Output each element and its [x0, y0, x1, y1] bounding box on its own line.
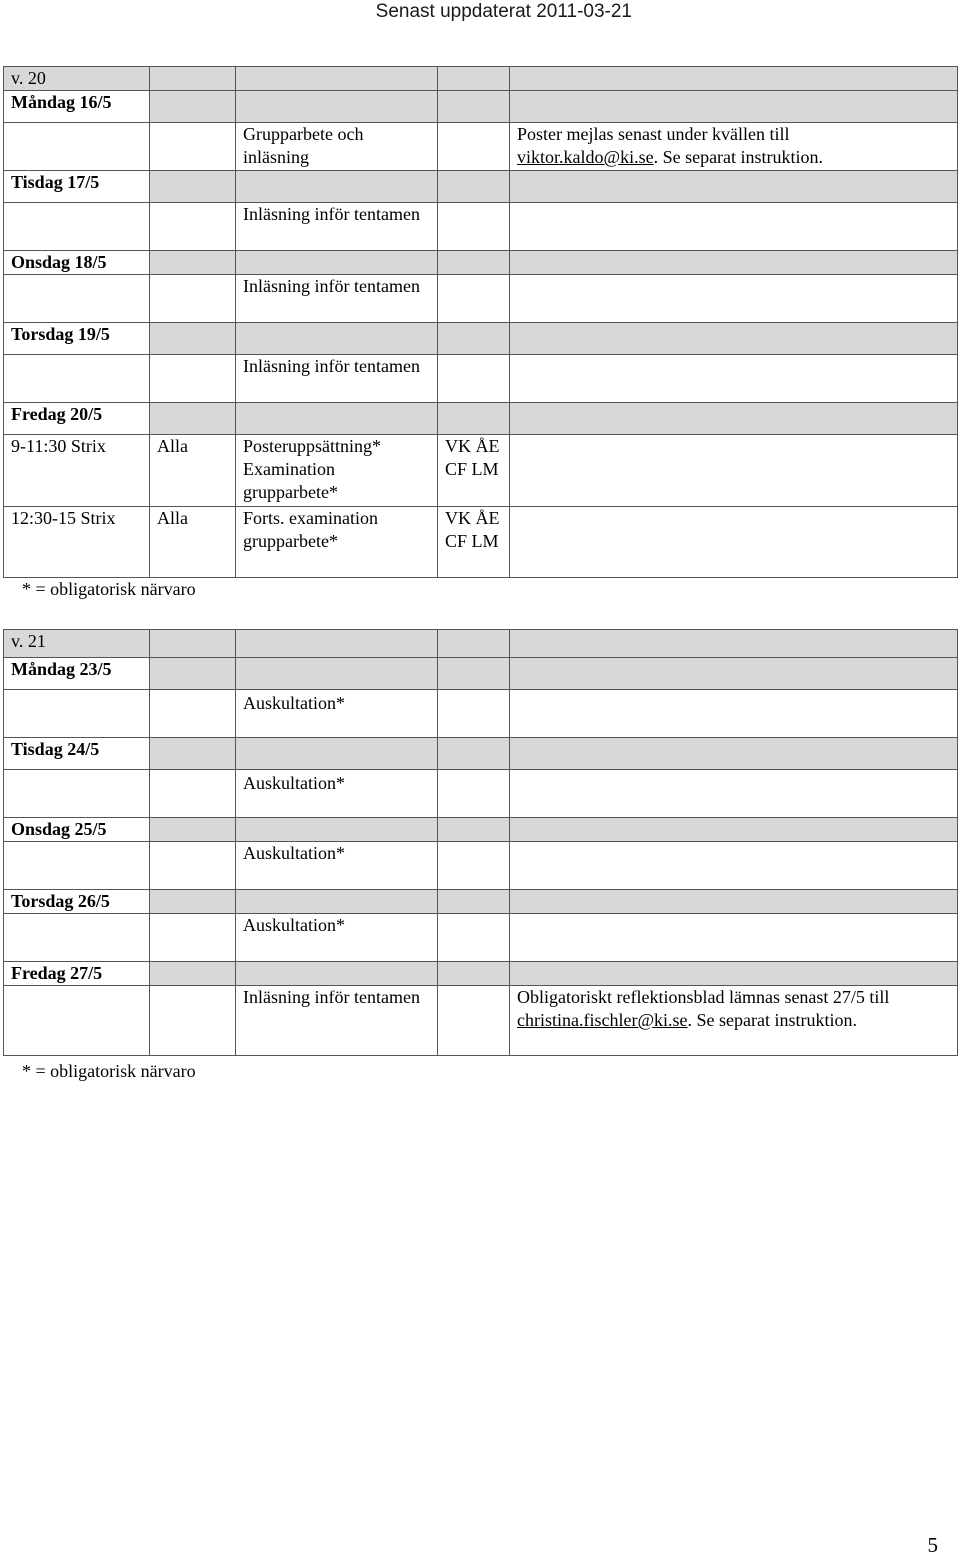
day-label: Fredag 20/5: [4, 403, 150, 435]
last-updated-header: Senast uppdaterat 2011-03-21: [375, 1, 632, 22]
session-time: 12:30-15 Strix: [4, 507, 150, 578]
day-detail-row: [4, 123, 958, 171]
activity-cell: Inläsning inför tentamen: [236, 986, 438, 1056]
day-label: Tisdag 24/5: [4, 738, 150, 770]
day-detail-row: [4, 275, 958, 323]
day-header-row: [4, 171, 958, 203]
notes-cell: [510, 986, 958, 1056]
notes-cell: [510, 123, 958, 171]
day-label: Fredag 27/5: [4, 962, 150, 986]
activity-cell: Inläsning inför tentamen: [236, 275, 438, 323]
day-detail-row: [4, 355, 958, 403]
week-header-row: [4, 67, 958, 91]
day-label: Torsdag 19/5: [4, 323, 150, 355]
day-label: Onsdag 25/5: [4, 818, 150, 842]
activity-cell: Auskultation*: [236, 690, 438, 738]
page-number: 5: [927, 1533, 938, 1557]
day-detail-row: [4, 770, 958, 818]
day-header-row: [4, 962, 958, 986]
day-label: Måndag 16/5: [4, 91, 150, 123]
day-label: Tisdag 17/5: [4, 171, 150, 203]
session-activity: Forts. examination grupparbete*: [236, 507, 438, 578]
session-row: [4, 435, 958, 507]
session-time: 9-11:30 Strix: [4, 435, 150, 507]
day-header-row: [4, 323, 958, 355]
week-label: v. 20: [4, 67, 150, 91]
day-header-row: [4, 738, 958, 770]
day-label: Måndag 23/5: [4, 658, 150, 690]
activity-cell: Grupparbete och inläsning: [236, 123, 438, 171]
week-20-footnote: * = obligatorisk närvaro: [22, 579, 196, 599]
day-detail-row: [4, 914, 958, 962]
session-teachers: VK ÅE CF LM: [438, 507, 510, 578]
session-activity: Posteruppsättning* Examination grupparbete*: [236, 435, 438, 507]
day-label: Onsdag 18/5: [4, 251, 150, 275]
day-header-row: [4, 818, 958, 842]
activity-cell: Inläsning inför tentamen: [236, 355, 438, 403]
activity-cell: Auskultation*: [236, 914, 438, 962]
activity-cell: Auskultation*: [236, 770, 438, 818]
day-header-row: [4, 251, 958, 275]
day-header-row: [4, 890, 958, 914]
day-header-row: [4, 403, 958, 435]
day-detail-row: [4, 203, 958, 251]
session-row: [4, 507, 958, 578]
week-21-footnote: * = obligatorisk närvaro: [22, 1061, 196, 1081]
week-label: v. 21: [4, 630, 150, 658]
notes-tail: . Se separat instruktion.: [653, 147, 824, 167]
day-detail-row: [4, 690, 958, 738]
day-detail-row: [4, 986, 958, 1056]
activity-cell: Auskultation*: [236, 842, 438, 890]
email-link[interactable]: viktor.kaldo@ki.se: [517, 147, 654, 167]
week-20-schedule-table: [3, 66, 958, 578]
activity-cell: Inläsning inför tentamen: [236, 203, 438, 251]
day-detail-row: [4, 842, 958, 890]
email-link[interactable]: christina.fischler@ki.se: [517, 1010, 688, 1030]
session-group: Alla: [150, 435, 236, 507]
session-group: Alla: [150, 507, 236, 578]
week-21-schedule-table: [3, 629, 958, 1056]
notes-tail: . Se separat instruktion.: [687, 1010, 858, 1030]
day-header-row: [4, 91, 958, 123]
notes-text: Poster mejlas senast under kvällen till: [517, 124, 790, 144]
week-header-row: [4, 630, 958, 658]
day-header-row: [4, 658, 958, 690]
day-label: Torsdag 26/5: [4, 890, 150, 914]
notes-text: Obligatoriskt reflektionsblad lämnas senast 27/5 till: [517, 987, 890, 1007]
session-teachers: VK ÅE CF LM: [438, 435, 510, 507]
